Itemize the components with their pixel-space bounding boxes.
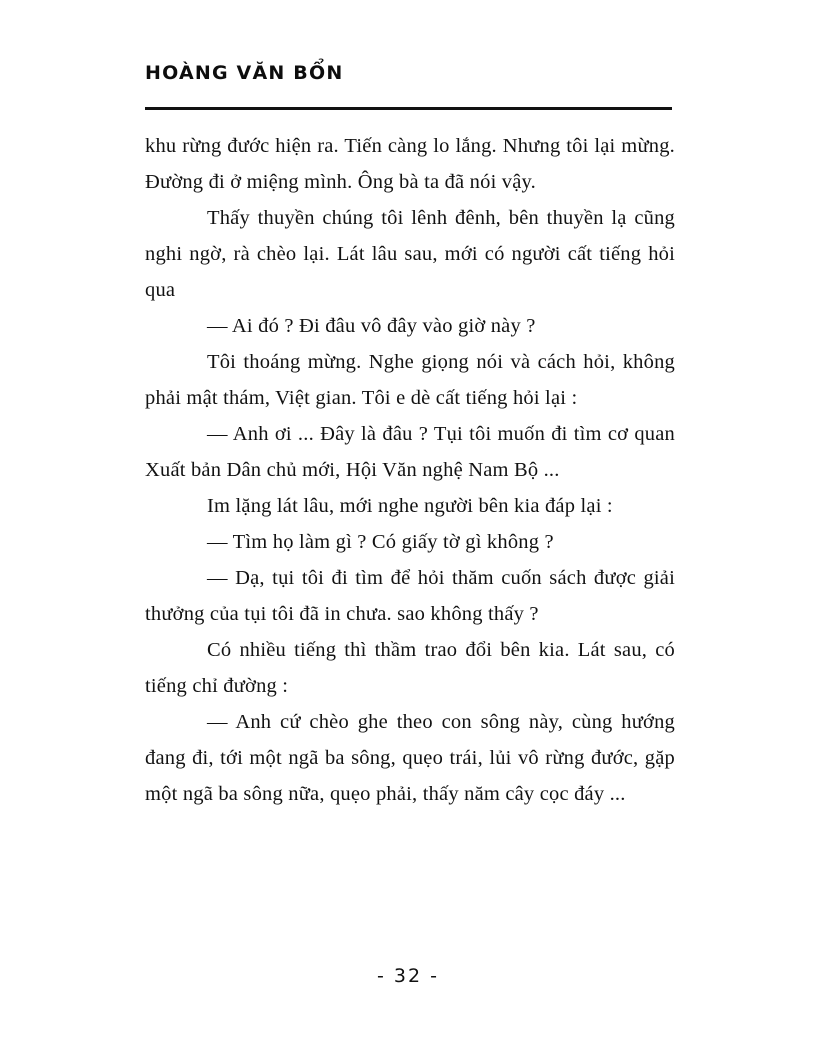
- body-text: [145, 128, 675, 812]
- header-rule: [145, 107, 672, 110]
- dialogue-line: — Tìm họ làm gì ? Có giấy tờ gì không ?: [207, 531, 554, 553]
- page-number: - 32 -: [377, 965, 439, 987]
- paragraph: Có nhiều tiếng thì thầm trao đổi bên kia. Lát sau, có tiếng chỉ đường :: [145, 639, 675, 697]
- paragraph: khu rừng đước hiện ra. Tiến càng lo lắng. Nhưng tôi lại mừng. Đường đi ở miệng mình. Ông bà ta đã nói vậy.: [145, 135, 675, 193]
- paragraph: Thấy thuyền chúng tôi lênh đênh, bên thuyền lạ cũng nghi ngờ, rà chèo lại. Lát lâu sau, mới có người cất tiếng hỏi qua: [145, 207, 675, 301]
- dialogue-line: — Anh cứ chèo ghe theo con sông này, cùng hướng đang đi, tới một ngã ba sông, quẹo trái, lủi vô rừng đước, gặp một ngã ba sông nữa, quẹo phải, thấy năm cây cọc đáy ...: [145, 711, 675, 805]
- paragraph: Im lặng lát lâu, mới nghe người bên kia đáp lại :: [207, 495, 613, 517]
- running-head: HOÀNG VĂN BỔN: [145, 62, 344, 84]
- dialogue-line: — Anh ơi ... Đây là đâu ? Tụi tôi muốn đi tìm cơ quan Xuất bản Dân chủ mới, Hội Văn nghệ Nam Bộ ...: [145, 423, 675, 481]
- dialogue-line: — Ai đó ? Đi đâu vô đây vào giờ này ?: [207, 315, 536, 337]
- dialogue-line: — Dạ, tụi tôi đi tìm để hỏi thăm cuốn sách được giải thưởng của tụi tôi đã in chưa. sao không thấy ?: [145, 567, 675, 625]
- paragraph: Tôi thoáng mừng. Nghe giọng nói và cách hỏi, không phải mật thám, Việt gian. Tôi e dè cất tiếng hỏi lại :: [145, 351, 675, 409]
